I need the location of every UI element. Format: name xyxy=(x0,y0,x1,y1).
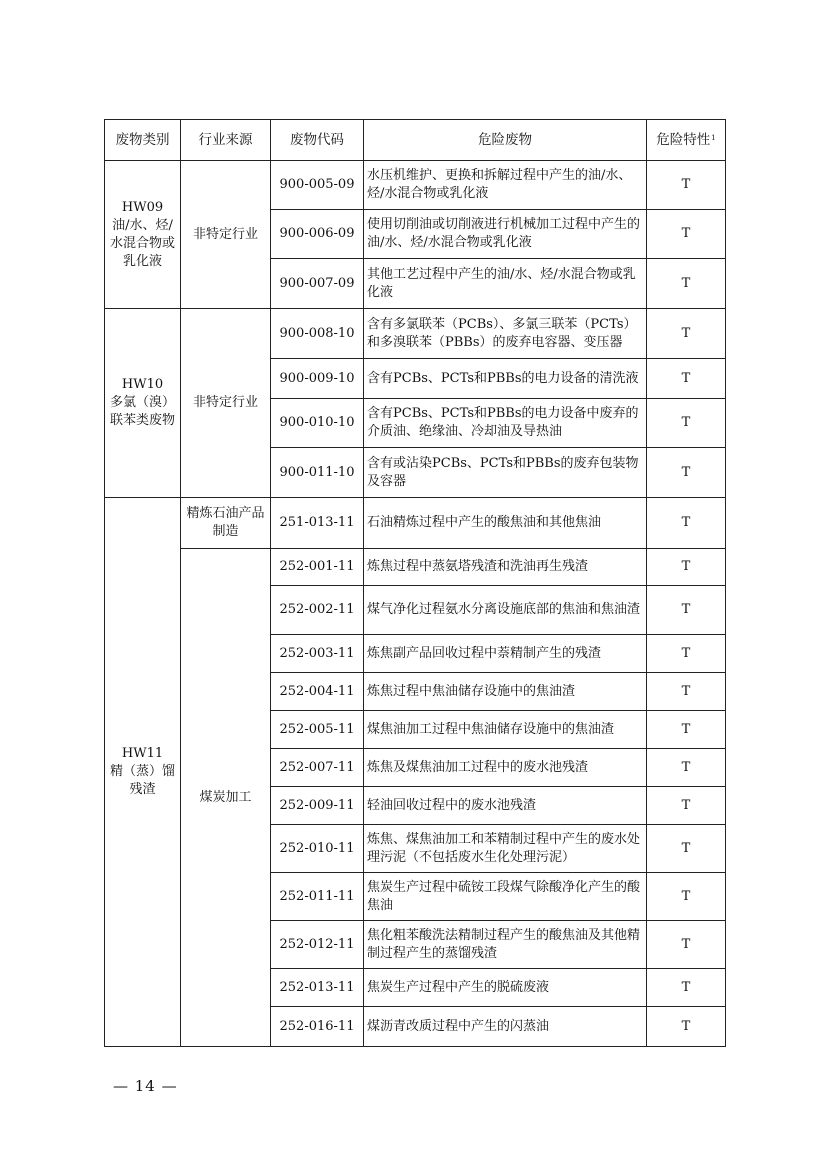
waste-description-cell: 含有多氯联苯（PCBs）、多氯三联苯（PCTs）和多溴联苯（PBBs）的废弃电容器、变压器 xyxy=(364,309,647,359)
industry-cell: 精炼石油产品制造 xyxy=(181,498,271,549)
header-code: 废物代码 xyxy=(271,120,364,161)
waste-code-cell: 252-013-11 xyxy=(271,969,364,1007)
waste-code-cell: 252-002-11 xyxy=(271,586,364,635)
waste-code-cell: 900-005-09 xyxy=(271,161,364,210)
waste-description-cell: 炼焦过程中蒸氨塔残渣和洗油再生残渣 xyxy=(364,549,647,586)
header-category: 废物类别 xyxy=(105,120,181,161)
waste-description-cell: 煤焦油加工过程中焦油储存设施中的焦油渣 xyxy=(364,711,647,749)
header-waste: 危险废物 xyxy=(364,120,647,161)
waste-description-cell: 炼焦及煤焦油加工过程中的废水池残渣 xyxy=(364,749,647,787)
hazard-cell: T xyxy=(647,635,726,673)
table-row xyxy=(105,549,726,586)
hazard-cell: T xyxy=(647,586,726,635)
industry-cell: 非特定行业 xyxy=(181,309,271,498)
waste-description-cell: 焦炭生产过程中硫铵工段煤气除酸净化产生的酸焦油 xyxy=(364,873,647,921)
waste-description-cell: 炼焦过程中焦油储存设施中的焦油渣 xyxy=(364,673,647,711)
hazard-cell: T xyxy=(647,549,726,586)
header-hazard xyxy=(647,120,726,161)
waste-description-cell: 焦炭生产过程中产生的脱硫废液 xyxy=(364,969,647,1007)
waste-description-cell: 水压机维护、更换和拆解过程中产生的油/水、烃/水混合物或乳化液 xyxy=(364,161,647,210)
hazard-cell: T xyxy=(647,749,726,787)
category-code: HW11 xyxy=(121,746,164,761)
waste-description-cell: 焦化粗苯酸洗法精制过程产生的酸焦油及其他精制过程产生的蒸馏残渣 xyxy=(364,921,647,969)
waste-code-cell: 251-013-11 xyxy=(271,498,364,549)
waste-description-cell: 含有或沾染PCBs、PCTs和PBBs的废弃包装物及容器 xyxy=(364,448,647,498)
waste-code-cell: 252-003-11 xyxy=(271,635,364,673)
table-body xyxy=(105,161,726,1047)
hazard-cell: T xyxy=(647,448,726,498)
waste-code-cell: 900-010-10 xyxy=(271,399,364,448)
category-name: 多氯（溴）联苯类废物 xyxy=(109,395,175,428)
waste-description-cell: 煤气净化过程氨水分离设施底部的焦油和焦油渣 xyxy=(364,586,647,635)
industry-cell: 煤炭加工 xyxy=(181,549,271,1047)
category-cell xyxy=(105,498,181,1047)
hazard-cell: T xyxy=(647,969,726,1007)
category-cell xyxy=(105,309,181,498)
waste-code-cell: 900-009-10 xyxy=(271,359,364,399)
waste-code-cell: 900-011-10 xyxy=(271,448,364,498)
hazard-cell: T xyxy=(647,873,726,921)
hazard-cell: T xyxy=(647,259,726,309)
waste-code-cell: 252-009-11 xyxy=(271,787,364,825)
hazard-cell: T xyxy=(647,1007,726,1047)
hazard-cell: T xyxy=(647,399,726,448)
hazard-cell: T xyxy=(647,711,726,749)
waste-description-cell: 石油精炼过程中产生的酸焦油和其他焦油 xyxy=(364,498,647,549)
waste-code-cell: 252-001-11 xyxy=(271,549,364,586)
waste-code-cell: 900-007-09 xyxy=(271,259,364,309)
category-name: 油/水、烃/水混合物或乳化液 xyxy=(109,217,175,269)
waste-code-cell: 252-012-11 xyxy=(271,921,364,969)
hazard-cell: T xyxy=(647,673,726,711)
waste-description-cell: 轻油回收过程中的废水池残渣 xyxy=(364,787,647,825)
waste-code-cell: 900-008-10 xyxy=(271,309,364,359)
waste-description-cell: 使用切削油或切削液进行机械加工过程中产生的油/水、烃/水混合物或乳化液 xyxy=(364,210,647,259)
hazard-cell: T xyxy=(647,825,726,873)
waste-code-cell: 252-011-11 xyxy=(271,873,364,921)
hazard-cell: T xyxy=(647,787,726,825)
hazard-cell: T xyxy=(647,498,726,549)
header-hazard-footnote: 1 xyxy=(711,134,716,142)
waste-description-cell: 炼焦、煤焦油加工和苯精制过程中产生的废水处理污泥（不包括废水生化处理污泥） xyxy=(364,825,647,873)
waste-description-cell: 含有PCBs、PCTs和PBBs的电力设备的清洗液 xyxy=(364,359,647,399)
waste-code-cell: 252-016-11 xyxy=(271,1007,364,1047)
category-code: HW10 xyxy=(121,377,164,392)
waste-description-cell: 其他工艺过程中产生的油/水、烃/水混合物或乳化液 xyxy=(364,259,647,309)
hazardous-waste-table xyxy=(104,119,726,1047)
table-row xyxy=(105,309,726,359)
category-cell xyxy=(105,161,181,309)
waste-code-cell: 252-005-11 xyxy=(271,711,364,749)
table-row xyxy=(105,498,726,549)
hazard-cell: T xyxy=(647,921,726,969)
table-row xyxy=(105,161,726,210)
category-code: HW09 xyxy=(121,199,164,215)
header-industry: 行业来源 xyxy=(181,120,271,161)
waste-code-cell: 252-004-11 xyxy=(271,673,364,711)
industry-cell: 非特定行业 xyxy=(181,161,271,309)
waste-code-cell: 900-006-09 xyxy=(271,210,364,259)
page-number: — 14 — xyxy=(113,1077,178,1095)
header-hazard-label: 危险特性 xyxy=(656,132,711,148)
table-header-row xyxy=(105,120,726,161)
waste-code-cell: 252-007-11 xyxy=(271,749,364,787)
hazard-cell: T xyxy=(647,359,726,399)
hazard-cell: T xyxy=(647,309,726,359)
waste-description-cell: 含有PCBs、PCTs和PBBs的电力设备中废弃的介质油、绝缘油、冷却油及导热油 xyxy=(364,399,647,448)
waste-code-cell: 252-010-11 xyxy=(271,825,364,873)
hazard-cell: T xyxy=(647,210,726,259)
category-name: 精（蒸）馏残渣 xyxy=(109,764,175,797)
waste-description-cell: 炼焦副产品回收过程中萘精制产生的残渣 xyxy=(364,635,647,673)
hazard-cell: T xyxy=(647,161,726,210)
waste-description-cell: 煤沥青改质过程中产生的闪蒸油 xyxy=(364,1007,647,1047)
